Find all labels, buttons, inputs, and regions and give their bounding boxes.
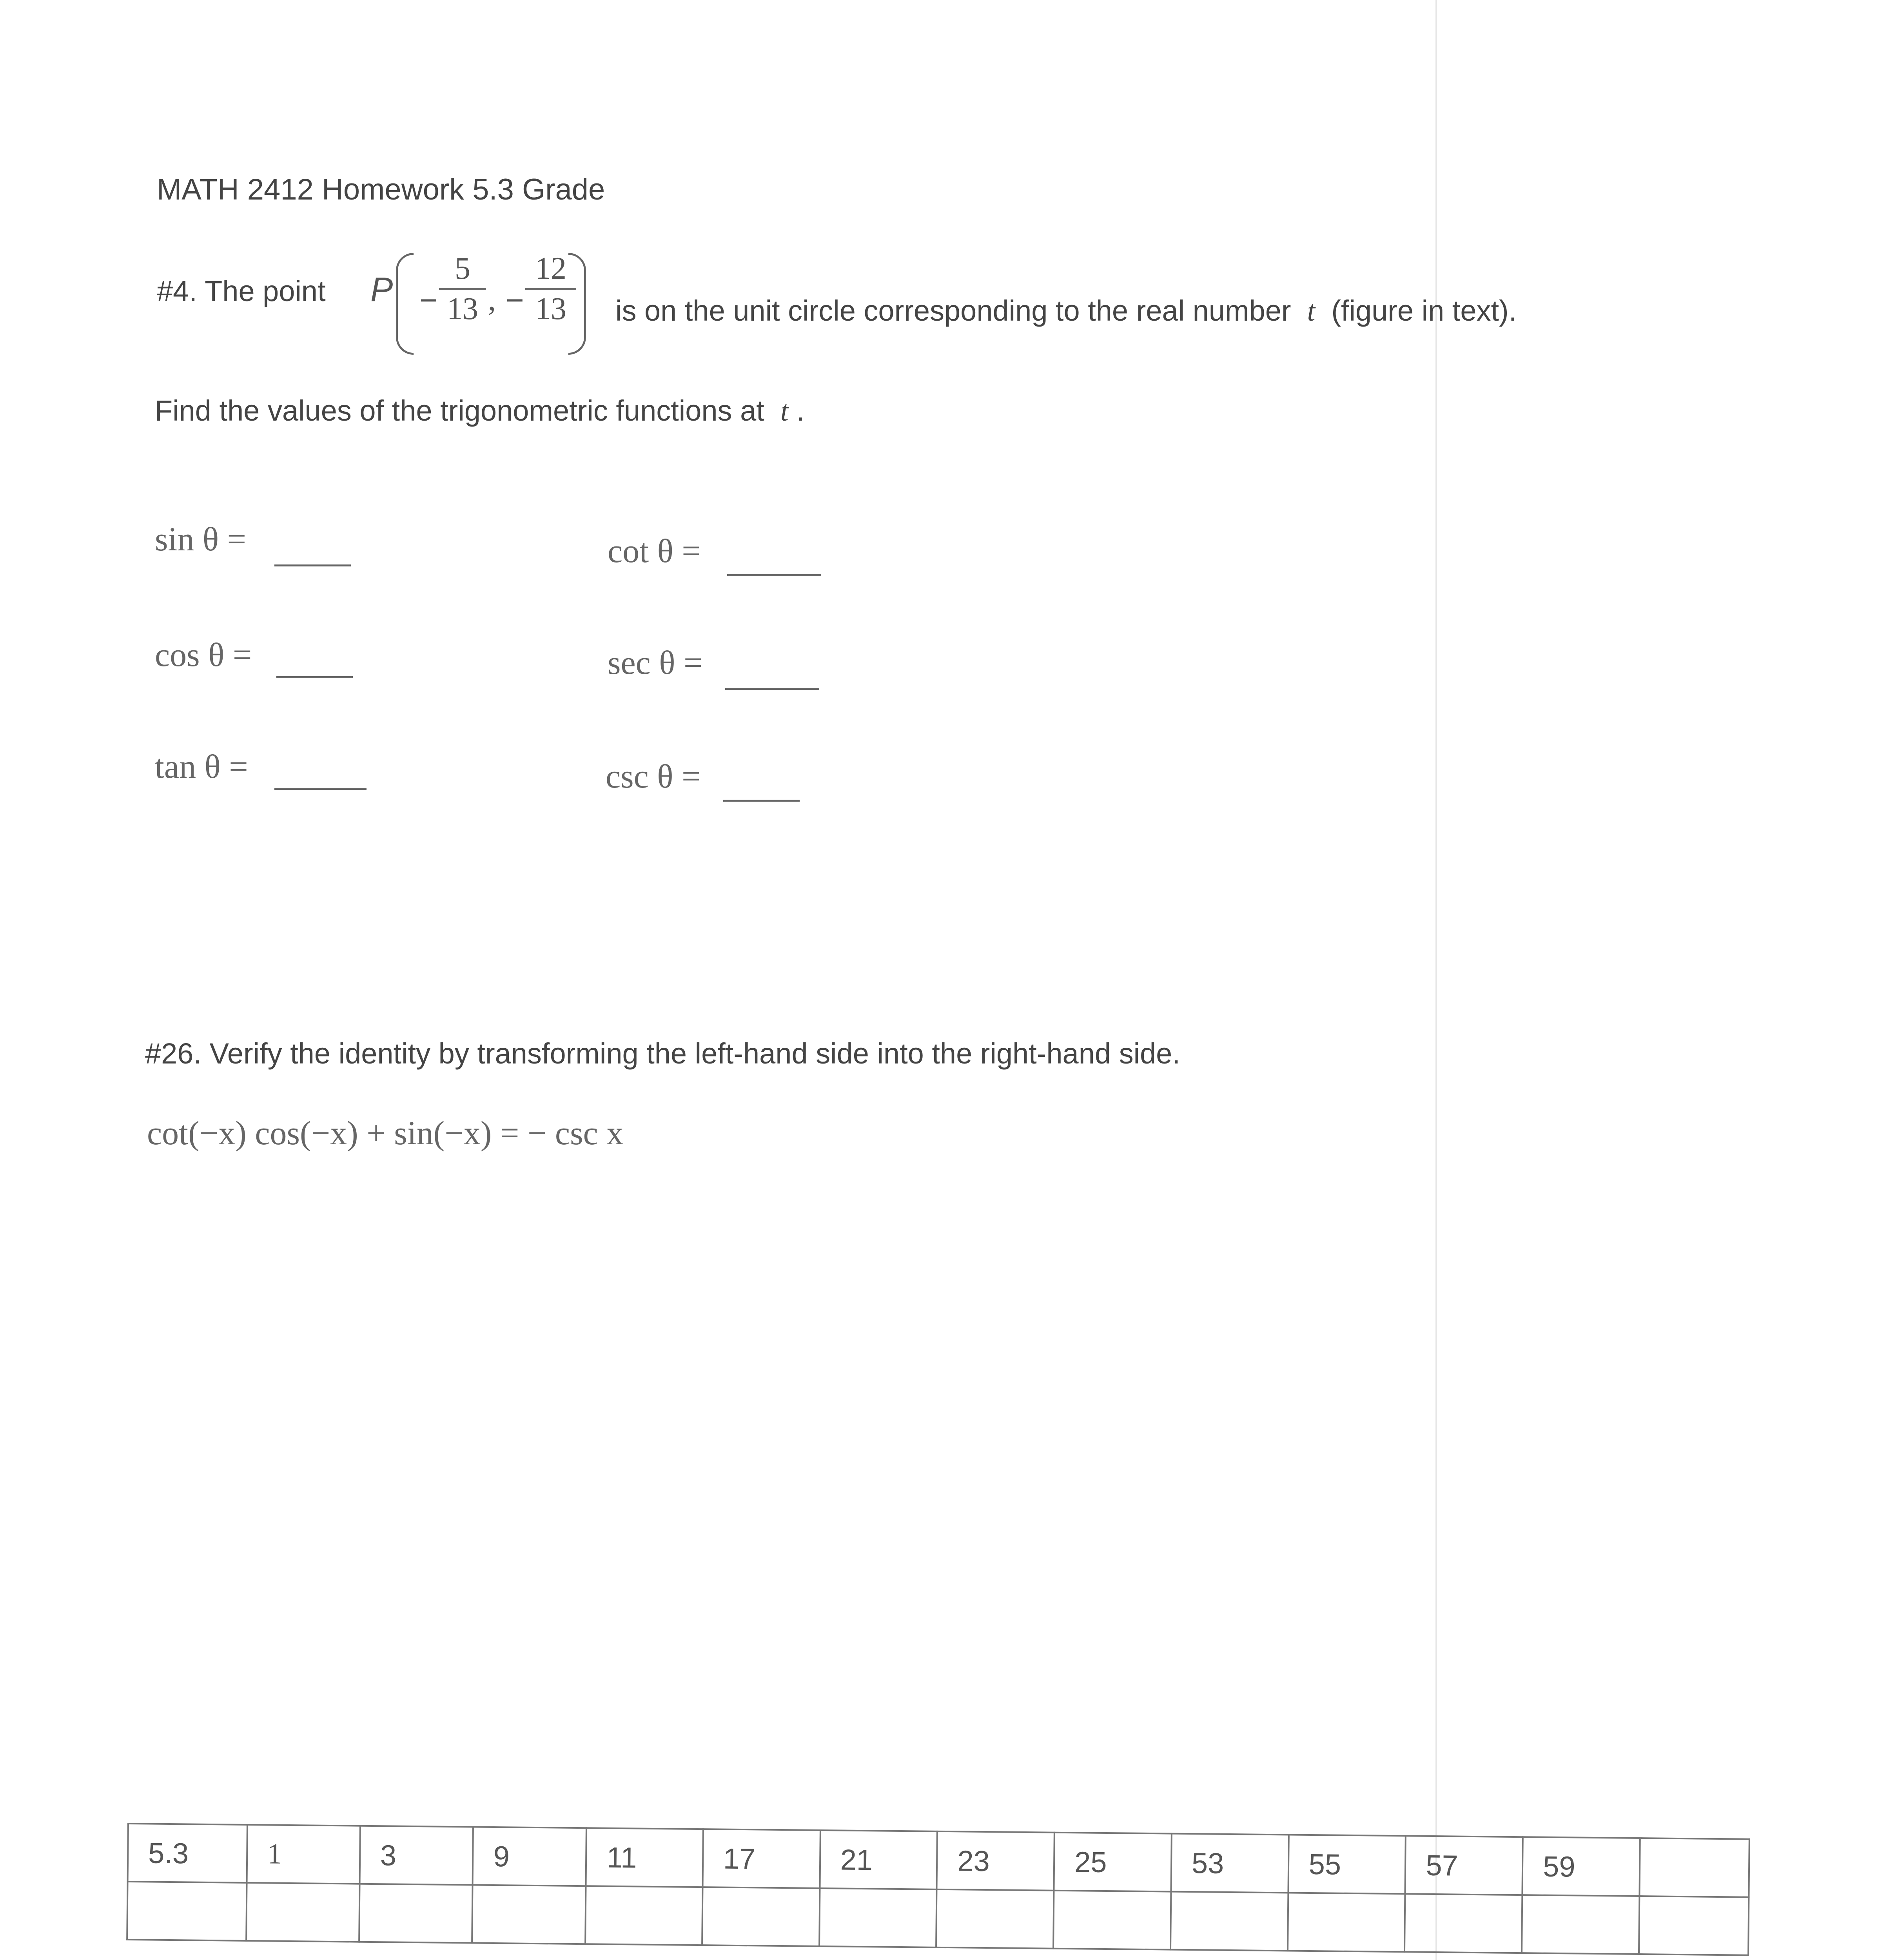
grade-score-cell[interactable] (1405, 1894, 1522, 1953)
cos-label: cos θ = (155, 636, 252, 673)
grade-cell-problem: 59 (1522, 1837, 1640, 1896)
grade-score-cell[interactable] (1170, 1892, 1288, 1951)
grade-score-cell[interactable] (472, 1885, 586, 1944)
cot-answer-blank[interactable] (727, 574, 821, 576)
cos-answer-blank[interactable] (276, 676, 353, 678)
left-paren (396, 253, 414, 355)
x-denominator: 13 (447, 292, 478, 326)
grade-score-cell[interactable] (702, 1887, 820, 1946)
variable-t: t (1307, 295, 1316, 327)
grade-score-cell[interactable] (1639, 1896, 1749, 1955)
grade-score-cell[interactable] (1522, 1895, 1639, 1954)
instruction-period: . (797, 394, 805, 427)
right-paren (568, 253, 586, 355)
sec-label: sec θ = (608, 644, 703, 681)
grade-cell-problem: 23 (937, 1831, 1054, 1891)
problem-26-label: #26. Verify the identity by transforming the left-hand side into the right-hand side. (145, 1037, 1180, 1070)
sin-label: sin θ = (155, 520, 247, 558)
grade-score-cell[interactable] (1053, 1891, 1171, 1950)
grade-cell-problem: 21 (820, 1830, 937, 1889)
csc-label: csc θ = (606, 757, 701, 795)
coordinate-comma: , (488, 283, 496, 317)
statement-end: (figure in text). (1331, 294, 1517, 327)
sec-answer-blank[interactable] (725, 688, 819, 690)
problem-4-instruction (155, 394, 805, 428)
page-title: MATH 2412 Homework 5.3 Grade (157, 173, 605, 206)
grade-score-cell[interactable] (1288, 1893, 1405, 1952)
tan-label: tan θ = (155, 748, 248, 785)
grade-cell-problem: 3 (359, 1826, 473, 1885)
grade-cell-problem: 9 (473, 1827, 586, 1886)
x-fraction-bar (439, 288, 486, 290)
problem-4-statement (615, 294, 1517, 328)
y-minus-sign: − (506, 283, 524, 318)
grade-cell-problem: 17 (702, 1829, 820, 1888)
problem-4-label: #4. The point (157, 275, 326, 307)
grade-cell-problem: 11 (586, 1828, 703, 1887)
instruction-text: Find the values of the trigonometric functions at (155, 394, 764, 427)
grade-cell-problem: 53 (1171, 1834, 1288, 1893)
grade-score-cell[interactable] (127, 1882, 247, 1941)
grade-cell-section: 5.3 (128, 1824, 247, 1883)
point-letter: P (370, 271, 393, 309)
grade-score-cell[interactable] (819, 1888, 937, 1947)
grade-cell-empty (1639, 1838, 1749, 1897)
identity-equation: cot(−x) cos(−x) + sin(−x) = − csc x (147, 1114, 624, 1152)
csc-answer-blank[interactable] (723, 800, 800, 802)
x-minus-sign: − (419, 283, 438, 318)
grade-score-cell[interactable] (359, 1884, 473, 1943)
y-numerator: 12 (535, 251, 566, 286)
grade-score-cell[interactable] (585, 1886, 702, 1945)
grade-score-cell[interactable] (936, 1889, 1054, 1949)
grade-cell-problem: 25 (1054, 1833, 1172, 1892)
statement-text: is on the unit circle corresponding to the real number (615, 294, 1291, 327)
grade-table (126, 1823, 1750, 1956)
tan-answer-blank[interactable] (274, 788, 367, 790)
grade-cell-problem: 57 (1405, 1836, 1523, 1895)
instruction-variable: t (780, 395, 789, 427)
x-numerator: 5 (455, 251, 470, 286)
y-denominator: 13 (535, 292, 566, 326)
grade-score-cell[interactable] (246, 1883, 359, 1942)
sin-answer-blank[interactable] (274, 564, 351, 566)
grade-cell-problem: 1 (247, 1825, 360, 1884)
cot-label: cot θ = (608, 532, 701, 570)
grade-cell-problem: 55 (1288, 1835, 1406, 1894)
x-coordinate-fraction (439, 251, 486, 327)
